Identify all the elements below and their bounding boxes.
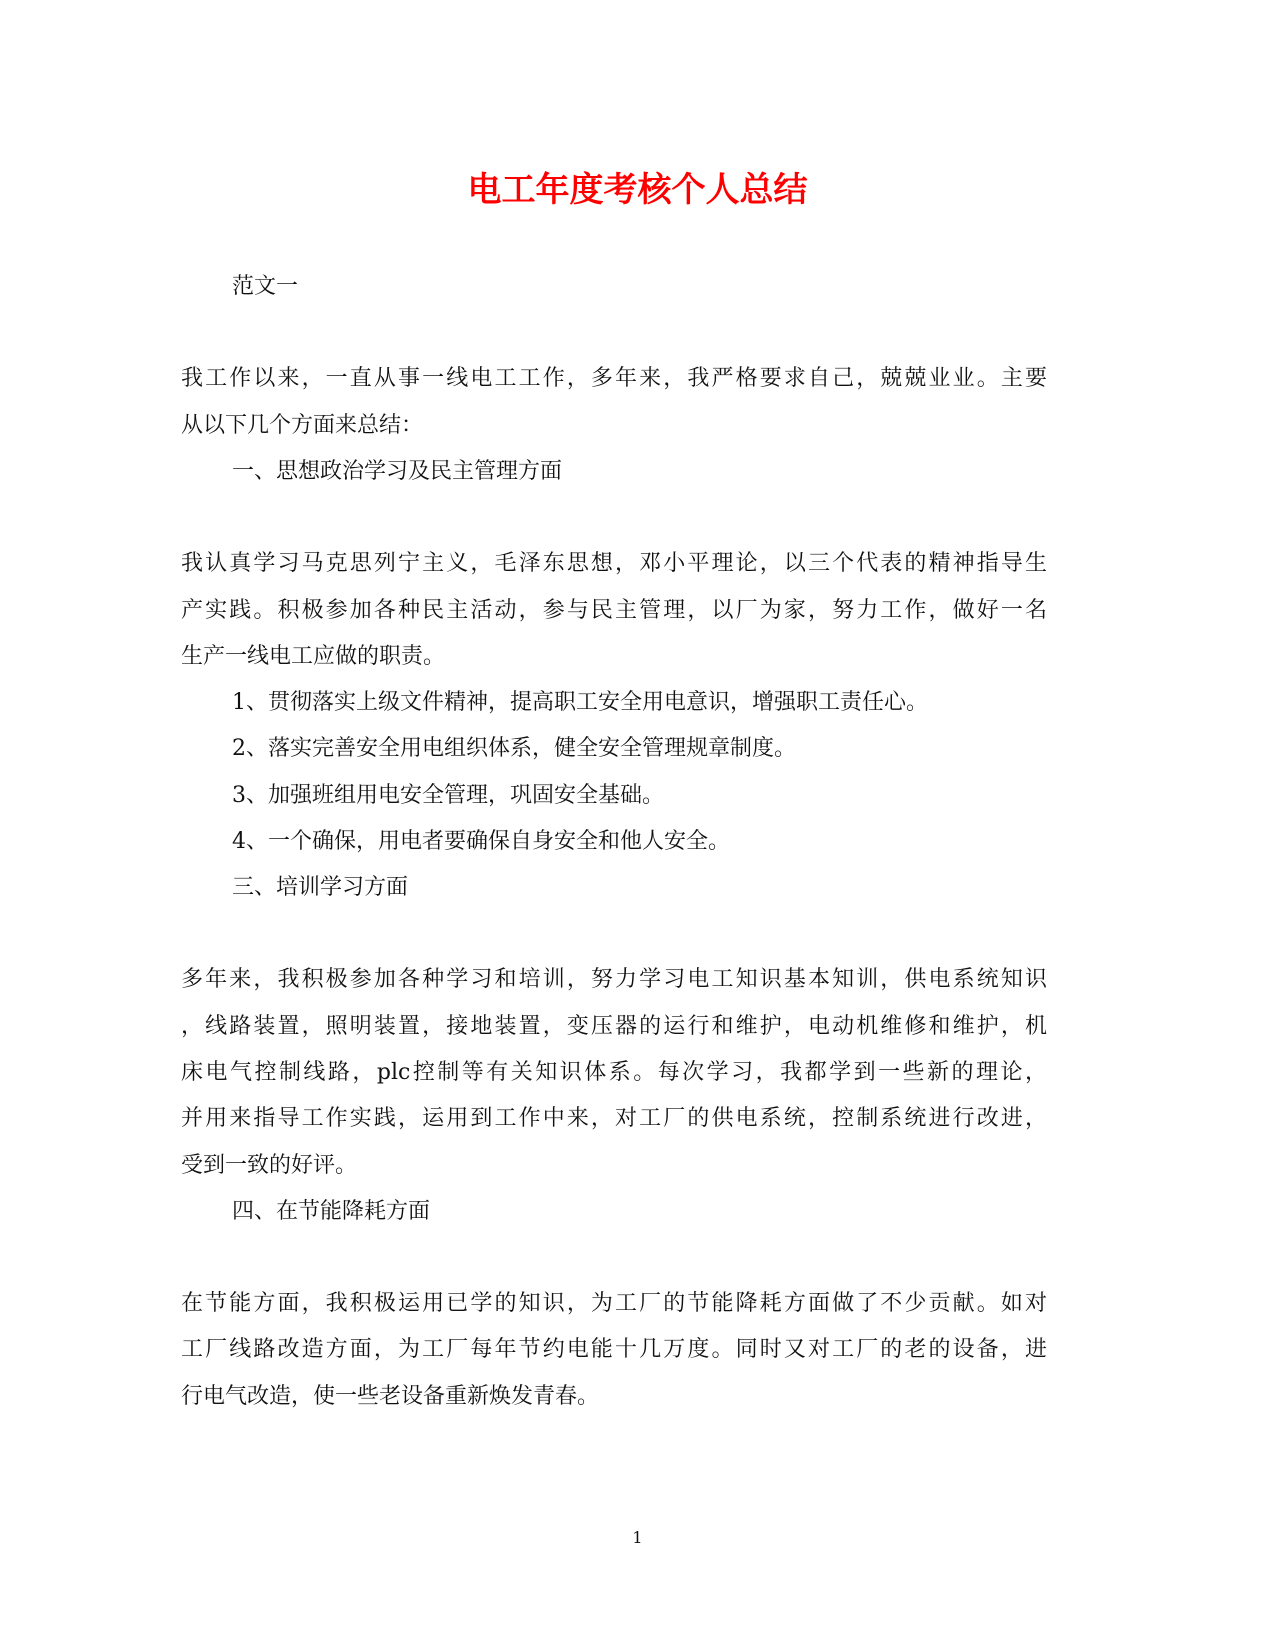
list-item: 4、一个确保，用电者要确保自身安全和他人安全。: [232, 829, 730, 854]
paragraph-line: 工厂线路改造方面，为工厂每年节约电能十几万度。同时又对工厂的老的设备，进: [181, 1337, 1047, 1362]
intro-line: 从以下几个方面来总结：: [181, 413, 424, 438]
section-heading: 四、在节能降耗方面: [232, 1199, 431, 1224]
section-heading: 一、思想政治学习及民主管理方面: [232, 459, 563, 484]
paragraph-line: 行电气改造，使一些老设备重新焕发青春。: [181, 1384, 600, 1409]
paragraph-line: 在节能方面，我积极运用已学的知识，为工厂的节能降耗方面做了不少贡献。如对: [181, 1291, 1047, 1316]
paragraph-line: 床电气控制线路，plc控制等有关知识体系。每次学习，我都学到一些新的理论，: [181, 1060, 1047, 1085]
paragraph-line: ，线路装置，照明装置，接地装置，变压器的运行和维护，电动机维修和维护，机: [181, 1014, 1047, 1039]
intro-line: 我工作以来，一直从事一线电工工作，多年来，我严格要求自己，兢兢业业。主要: [181, 366, 1047, 391]
list-item: 1、贯彻落实上级文件精神，提高职工安全用电意识，增强职工责任心。: [232, 690, 928, 715]
paragraph-line: 多年来，我积极参加各种学习和培训，努力学习电工知识基本知训，供电系统知识: [181, 967, 1047, 992]
document-title: 电工年度考核个人总结: [467, 170, 808, 210]
page-number: 1: [632, 1528, 643, 1547]
paragraph-line: 并用来指导工作实践，运用到工作中来，对工厂的供电系统，控制系统进行改进，: [181, 1106, 1047, 1131]
list-item: 2、落实完善安全用电组织体系，健全安全管理规章制度。: [232, 736, 796, 761]
list-item: 3、加强班组用电安全管理，巩固安全基础。: [232, 783, 664, 808]
subtitle: 范文一: [232, 274, 299, 299]
paragraph-line: 生产一线电工应做的职责。: [181, 644, 446, 669]
paragraph-line: 受到一致的好评。: [181, 1153, 358, 1178]
paragraph-line: 产实践。积极参加各种民主活动，参与民主管理，以厂为家，努力工作，做好一名: [181, 598, 1047, 623]
paragraph-line: 我认真学习马克思列宁主义，毛泽东思想，邓小平理论，以三个代表的精神指导生: [181, 551, 1047, 576]
section-heading: 三、培训学习方面: [232, 875, 409, 900]
